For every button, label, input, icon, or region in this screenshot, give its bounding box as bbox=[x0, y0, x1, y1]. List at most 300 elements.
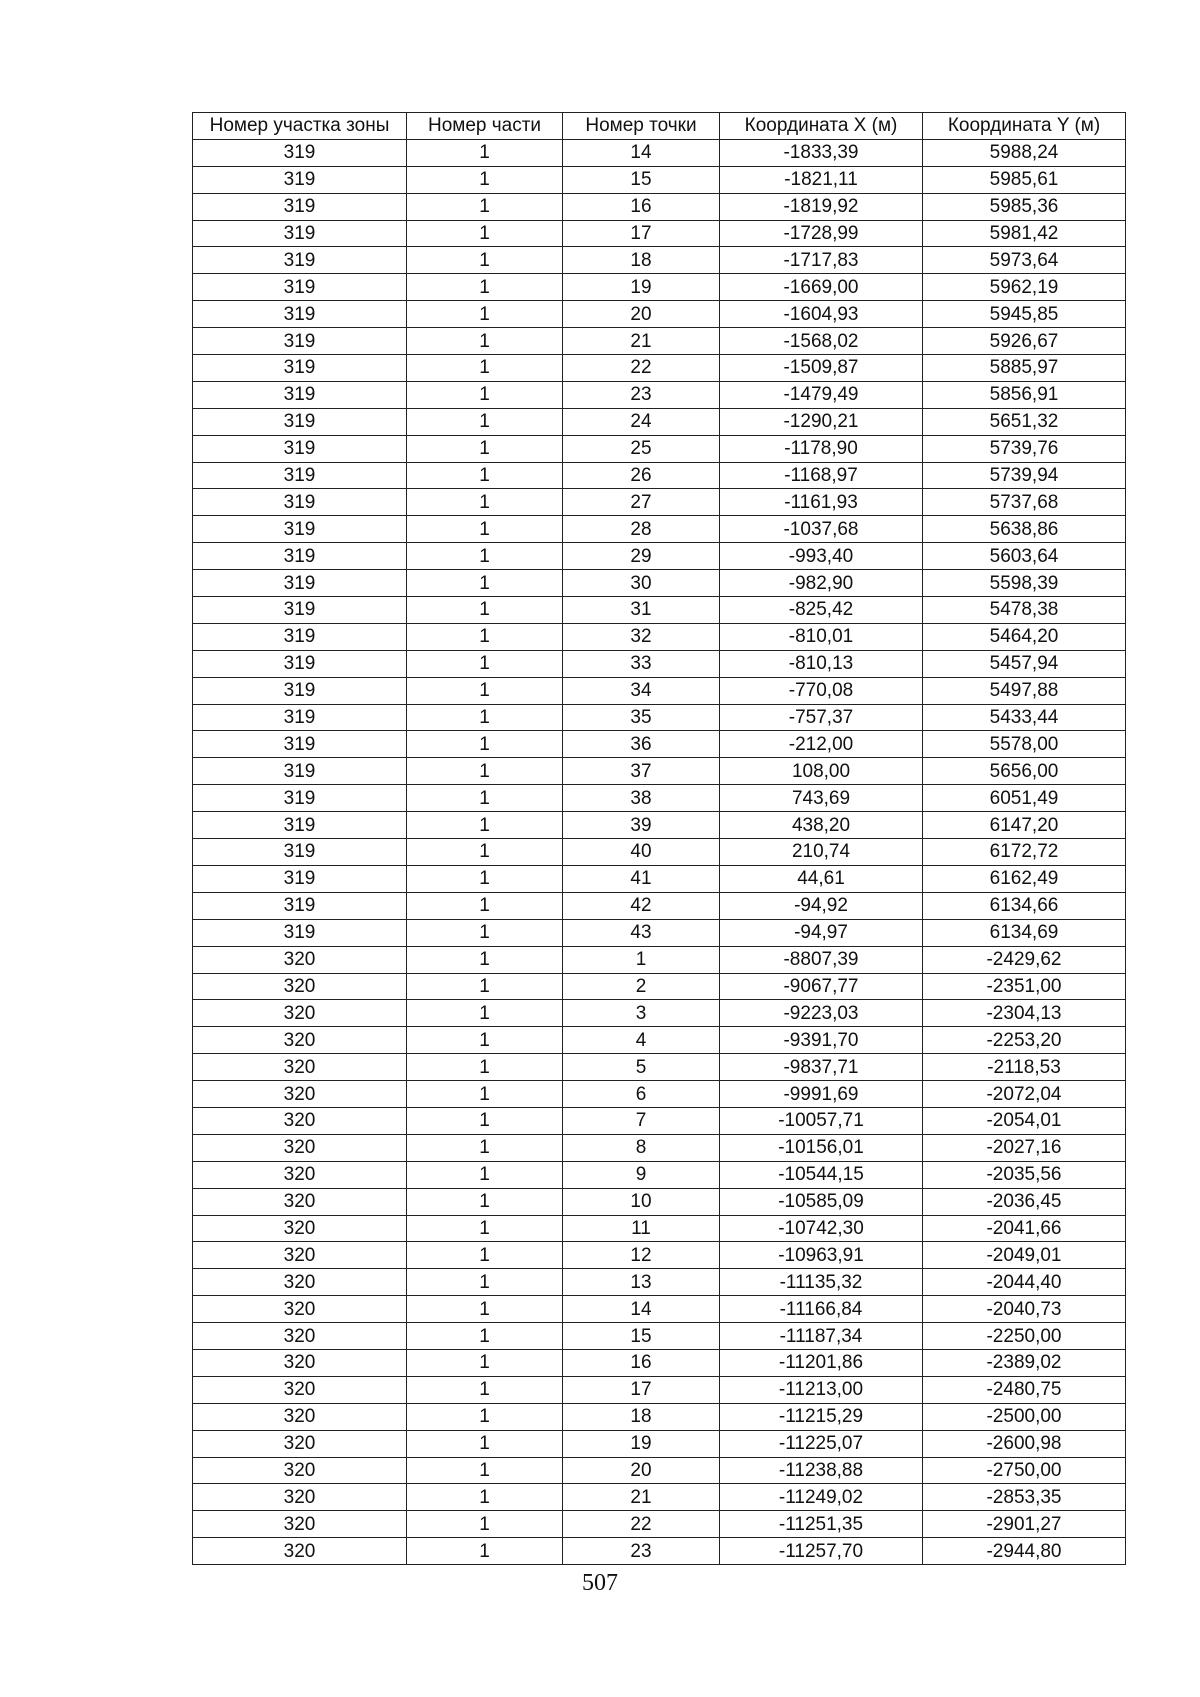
table-row bbox=[193, 865, 1126, 892]
cell-coord-x: -770,08 bbox=[720, 677, 923, 704]
table-row bbox=[193, 704, 1126, 731]
cell-coord-x: -10742,30 bbox=[720, 1215, 923, 1242]
cell-part-number: 1 bbox=[407, 812, 563, 839]
table-row bbox=[193, 543, 1126, 570]
header-zone-section: Номер участка зоны bbox=[193, 113, 407, 140]
cell-coord-y: 5464,20 bbox=[923, 623, 1126, 650]
cell-part-number: 1 bbox=[407, 408, 563, 435]
cell-point-number: 6 bbox=[563, 1081, 720, 1108]
cell-point-number: 25 bbox=[563, 435, 720, 462]
cell-zone-section: 319 bbox=[193, 462, 407, 489]
cell-coord-x: -9067,77 bbox=[720, 973, 923, 1000]
cell-coord-x: -9223,03 bbox=[720, 1000, 923, 1027]
cell-part-number: 1 bbox=[407, 543, 563, 570]
cell-point-number: 36 bbox=[563, 731, 720, 758]
cell-zone-section: 319 bbox=[193, 919, 407, 946]
table-row bbox=[193, 1296, 1126, 1323]
cell-coord-y: 5497,88 bbox=[923, 677, 1126, 704]
cell-part-number: 1 bbox=[407, 1403, 563, 1430]
cell-point-number: 24 bbox=[563, 408, 720, 435]
cell-coord-x: -8807,39 bbox=[720, 946, 923, 973]
cell-coord-x: -1037,68 bbox=[720, 516, 923, 543]
table-row bbox=[193, 650, 1126, 677]
cell-coord-x: -1509,87 bbox=[720, 355, 923, 382]
table-row bbox=[193, 381, 1126, 408]
page-number: 507 bbox=[582, 1570, 618, 1596]
cell-zone-section: 319 bbox=[193, 597, 407, 624]
table-row bbox=[193, 516, 1126, 543]
cell-coord-y: -2389,02 bbox=[923, 1349, 1126, 1376]
cell-point-number: 19 bbox=[563, 1430, 720, 1457]
cell-coord-y: -2944,80 bbox=[923, 1538, 1126, 1565]
cell-coord-y: 5985,61 bbox=[923, 166, 1126, 193]
cell-coord-x: 108,00 bbox=[720, 758, 923, 785]
cell-part-number: 1 bbox=[407, 1349, 563, 1376]
table-header bbox=[193, 113, 1126, 140]
cell-zone-section: 320 bbox=[193, 1349, 407, 1376]
cell-point-number: 19 bbox=[563, 274, 720, 301]
table-row bbox=[193, 623, 1126, 650]
cell-coord-y: 5433,44 bbox=[923, 704, 1126, 731]
cell-coord-x: -810,01 bbox=[720, 623, 923, 650]
cell-coord-y: 5945,85 bbox=[923, 301, 1126, 328]
cell-coord-y: -2351,00 bbox=[923, 973, 1126, 1000]
table-row bbox=[193, 1511, 1126, 1538]
cell-coord-x: 210,74 bbox=[720, 839, 923, 866]
cell-point-number: 33 bbox=[563, 650, 720, 677]
cell-zone-section: 319 bbox=[193, 704, 407, 731]
cell-zone-section: 320 bbox=[193, 1296, 407, 1323]
cell-point-number: 7 bbox=[563, 1107, 720, 1134]
cell-point-number: 15 bbox=[563, 166, 720, 193]
cell-part-number: 1 bbox=[407, 1511, 563, 1538]
cell-coord-y: 5651,32 bbox=[923, 408, 1126, 435]
cell-point-number: 42 bbox=[563, 892, 720, 919]
cell-part-number: 1 bbox=[407, 623, 563, 650]
table-row bbox=[193, 1269, 1126, 1296]
cell-zone-section: 319 bbox=[193, 435, 407, 462]
cell-point-number: 13 bbox=[563, 1269, 720, 1296]
table-row bbox=[193, 919, 1126, 946]
cell-coord-x: -9991,69 bbox=[720, 1081, 923, 1108]
cell-coord-x: -10057,71 bbox=[720, 1107, 923, 1134]
table-row bbox=[193, 892, 1126, 919]
cell-part-number: 1 bbox=[407, 274, 563, 301]
cell-zone-section: 320 bbox=[193, 1107, 407, 1134]
cell-zone-section: 320 bbox=[193, 1134, 407, 1161]
cell-part-number: 1 bbox=[407, 650, 563, 677]
cell-zone-section: 319 bbox=[193, 301, 407, 328]
cell-part-number: 1 bbox=[407, 516, 563, 543]
cell-coord-y: -2041,66 bbox=[923, 1215, 1126, 1242]
cell-part-number: 1 bbox=[407, 731, 563, 758]
cell-coord-y: 5981,42 bbox=[923, 220, 1126, 247]
cell-zone-section: 320 bbox=[193, 1027, 407, 1054]
cell-point-number: 28 bbox=[563, 516, 720, 543]
table-row bbox=[193, 274, 1126, 301]
cell-coord-x: -10544,15 bbox=[720, 1161, 923, 1188]
table-row bbox=[193, 408, 1126, 435]
cell-part-number: 1 bbox=[407, 570, 563, 597]
cell-part-number: 1 bbox=[407, 139, 563, 166]
table-row bbox=[193, 1161, 1126, 1188]
cell-coord-y: -2036,45 bbox=[923, 1188, 1126, 1215]
cell-part-number: 1 bbox=[407, 1188, 563, 1215]
cell-coord-y: 5457,94 bbox=[923, 650, 1126, 677]
table-row bbox=[193, 139, 1126, 166]
table-row bbox=[193, 1027, 1126, 1054]
cell-point-number: 38 bbox=[563, 785, 720, 812]
table-row bbox=[193, 570, 1126, 597]
cell-part-number: 1 bbox=[407, 946, 563, 973]
cell-point-number: 32 bbox=[563, 623, 720, 650]
cell-coord-y: -2040,73 bbox=[923, 1296, 1126, 1323]
header-part-number: Номер части bbox=[407, 113, 563, 140]
cell-zone-section: 319 bbox=[193, 139, 407, 166]
cell-zone-section: 319 bbox=[193, 758, 407, 785]
cell-coord-x: -810,13 bbox=[720, 650, 923, 677]
cell-coord-x: -993,40 bbox=[720, 543, 923, 570]
cell-coord-y: -2118,53 bbox=[923, 1054, 1126, 1081]
cell-point-number: 2 bbox=[563, 973, 720, 1000]
cell-coord-y: -2054,01 bbox=[923, 1107, 1126, 1134]
table-row bbox=[193, 839, 1126, 866]
cell-zone-section: 319 bbox=[193, 785, 407, 812]
cell-point-number: 11 bbox=[563, 1215, 720, 1242]
cell-coord-y: 5578,00 bbox=[923, 731, 1126, 758]
cell-part-number: 1 bbox=[407, 328, 563, 355]
cell-zone-section: 319 bbox=[193, 865, 407, 892]
table-row bbox=[193, 1349, 1126, 1376]
cell-zone-section: 319 bbox=[193, 193, 407, 220]
cell-part-number: 1 bbox=[407, 597, 563, 624]
cell-coord-y: 5988,24 bbox=[923, 139, 1126, 166]
cell-part-number: 1 bbox=[407, 1215, 563, 1242]
cell-point-number: 18 bbox=[563, 1403, 720, 1430]
cell-zone-section: 319 bbox=[193, 677, 407, 704]
cell-coord-x: -1479,49 bbox=[720, 381, 923, 408]
cell-point-number: 41 bbox=[563, 865, 720, 892]
header-coord-x: Координата X (м) bbox=[720, 113, 923, 140]
cell-coord-x: -1168,97 bbox=[720, 462, 923, 489]
cell-zone-section: 319 bbox=[193, 892, 407, 919]
cell-part-number: 1 bbox=[407, 1538, 563, 1565]
cell-coord-y: 5478,38 bbox=[923, 597, 1126, 624]
cell-coord-x: -11257,70 bbox=[720, 1538, 923, 1565]
cell-coord-x: -11135,32 bbox=[720, 1269, 923, 1296]
cell-zone-section: 319 bbox=[193, 274, 407, 301]
cell-zone-section: 320 bbox=[193, 1323, 407, 1350]
cell-coord-y: 5598,39 bbox=[923, 570, 1126, 597]
cell-coord-y: -2853,35 bbox=[923, 1484, 1126, 1511]
table-row bbox=[193, 1242, 1126, 1269]
table-row bbox=[193, 1403, 1126, 1430]
cell-coord-x: -757,37 bbox=[720, 704, 923, 731]
cell-point-number: 40 bbox=[563, 839, 720, 866]
cell-coord-y: 5973,64 bbox=[923, 247, 1126, 274]
cell-coord-x: -11215,29 bbox=[720, 1403, 923, 1430]
cell-zone-section: 319 bbox=[193, 166, 407, 193]
cell-point-number: 14 bbox=[563, 139, 720, 166]
cell-point-number: 4 bbox=[563, 1027, 720, 1054]
cell-part-number: 1 bbox=[407, 677, 563, 704]
cell-coord-x: -11187,34 bbox=[720, 1323, 923, 1350]
cell-coord-x: -1161,93 bbox=[720, 489, 923, 516]
cell-zone-section: 319 bbox=[193, 570, 407, 597]
cell-coord-x: -9837,71 bbox=[720, 1054, 923, 1081]
table-row bbox=[193, 1134, 1126, 1161]
table-row bbox=[193, 758, 1126, 785]
cell-coord-x: -1178,90 bbox=[720, 435, 923, 462]
cell-zone-section: 320 bbox=[193, 973, 407, 1000]
cell-zone-section: 319 bbox=[193, 650, 407, 677]
cell-coord-y: 5885,97 bbox=[923, 355, 1126, 382]
cell-coord-y: 5737,68 bbox=[923, 489, 1126, 516]
cell-point-number: 20 bbox=[563, 301, 720, 328]
table-row bbox=[193, 1081, 1126, 1108]
cell-zone-section: 320 bbox=[193, 1376, 407, 1403]
table-row bbox=[193, 220, 1126, 247]
table-row bbox=[193, 1107, 1126, 1134]
table-row bbox=[193, 1054, 1126, 1081]
cell-point-number: 22 bbox=[563, 355, 720, 382]
cell-coord-x: -94,92 bbox=[720, 892, 923, 919]
table-row bbox=[193, 946, 1126, 973]
coordinates-table bbox=[192, 112, 1126, 1565]
cell-coord-y: 5926,67 bbox=[923, 328, 1126, 355]
cell-zone-section: 319 bbox=[193, 516, 407, 543]
cell-zone-section: 319 bbox=[193, 247, 407, 274]
cell-coord-x: -94,97 bbox=[720, 919, 923, 946]
header-coord-y: Координата Y (м) bbox=[923, 113, 1126, 140]
cell-zone-section: 320 bbox=[193, 1242, 407, 1269]
cell-zone-section: 320 bbox=[193, 1081, 407, 1108]
cell-zone-section: 319 bbox=[193, 220, 407, 247]
cell-zone-section: 319 bbox=[193, 355, 407, 382]
table-row bbox=[193, 1323, 1126, 1350]
cell-coord-y: -2072,04 bbox=[923, 1081, 1126, 1108]
cell-zone-section: 320 bbox=[193, 1215, 407, 1242]
cell-coord-x: -11251,35 bbox=[720, 1511, 923, 1538]
cell-point-number: 23 bbox=[563, 1538, 720, 1565]
cell-coord-y: -2250,00 bbox=[923, 1323, 1126, 1350]
table-row bbox=[193, 355, 1126, 382]
cell-coord-x: -1821,11 bbox=[720, 166, 923, 193]
cell-coord-y: -2600,98 bbox=[923, 1430, 1126, 1457]
cell-coord-x: -11249,02 bbox=[720, 1484, 923, 1511]
cell-point-number: 35 bbox=[563, 704, 720, 731]
table-row bbox=[193, 489, 1126, 516]
cell-coord-x: 743,69 bbox=[720, 785, 923, 812]
cell-coord-y: 5603,64 bbox=[923, 543, 1126, 570]
table-row bbox=[193, 462, 1126, 489]
table-body bbox=[193, 139, 1126, 1564]
cell-zone-section: 319 bbox=[193, 381, 407, 408]
cell-part-number: 1 bbox=[407, 301, 563, 328]
cell-coord-x: -212,00 bbox=[720, 731, 923, 758]
cell-coord-y: -2429,62 bbox=[923, 946, 1126, 973]
cell-part-number: 1 bbox=[407, 919, 563, 946]
cell-point-number: 23 bbox=[563, 381, 720, 408]
cell-coord-y: 5962,19 bbox=[923, 274, 1126, 301]
table-row bbox=[193, 247, 1126, 274]
cell-point-number: 43 bbox=[563, 919, 720, 946]
header-row bbox=[193, 113, 1126, 140]
cell-coord-x: -1833,39 bbox=[720, 139, 923, 166]
cell-coord-x: -1669,00 bbox=[720, 274, 923, 301]
cell-zone-section: 319 bbox=[193, 489, 407, 516]
cell-coord-x: -9391,70 bbox=[720, 1027, 923, 1054]
cell-point-number: 27 bbox=[563, 489, 720, 516]
cell-zone-section: 320 bbox=[193, 1188, 407, 1215]
cell-point-number: 37 bbox=[563, 758, 720, 785]
cell-point-number: 9 bbox=[563, 1161, 720, 1188]
cell-part-number: 1 bbox=[407, 435, 563, 462]
table-row bbox=[193, 973, 1126, 1000]
cell-part-number: 1 bbox=[407, 1134, 563, 1161]
table-row bbox=[193, 1215, 1126, 1242]
cell-zone-section: 319 bbox=[193, 839, 407, 866]
table-row bbox=[193, 193, 1126, 220]
cell-coord-y: 5739,94 bbox=[923, 462, 1126, 489]
cell-point-number: 14 bbox=[563, 1296, 720, 1323]
cell-part-number: 1 bbox=[407, 247, 563, 274]
cell-coord-x: -1568,02 bbox=[720, 328, 923, 355]
cell-coord-y: -2901,27 bbox=[923, 1511, 1126, 1538]
cell-part-number: 1 bbox=[407, 758, 563, 785]
cell-zone-section: 320 bbox=[193, 1511, 407, 1538]
table-row bbox=[193, 1538, 1126, 1565]
cell-coord-x: -10585,09 bbox=[720, 1188, 923, 1215]
cell-zone-section: 320 bbox=[193, 1403, 407, 1430]
cell-part-number: 1 bbox=[407, 1269, 563, 1296]
cell-zone-section: 320 bbox=[193, 946, 407, 973]
cell-zone-section: 320 bbox=[193, 1269, 407, 1296]
cell-part-number: 1 bbox=[407, 193, 563, 220]
cell-part-number: 1 bbox=[407, 220, 563, 247]
cell-coord-y: 5985,36 bbox=[923, 193, 1126, 220]
cell-zone-section: 320 bbox=[193, 1161, 407, 1188]
cell-part-number: 1 bbox=[407, 1054, 563, 1081]
cell-coord-y: -2027,16 bbox=[923, 1134, 1126, 1161]
cell-coord-y: 6134,69 bbox=[923, 919, 1126, 946]
cell-coord-y: 6147,20 bbox=[923, 812, 1126, 839]
cell-point-number: 10 bbox=[563, 1188, 720, 1215]
cell-part-number: 1 bbox=[407, 1484, 563, 1511]
cell-point-number: 3 bbox=[563, 1000, 720, 1027]
cell-coord-x: -11201,86 bbox=[720, 1349, 923, 1376]
header-point-number: Номер точки bbox=[563, 113, 720, 140]
cell-zone-section: 320 bbox=[193, 1457, 407, 1484]
cell-point-number: 29 bbox=[563, 543, 720, 570]
table-row bbox=[193, 166, 1126, 193]
cell-zone-section: 319 bbox=[193, 812, 407, 839]
cell-part-number: 1 bbox=[407, 1242, 563, 1269]
cell-coord-y: -2750,00 bbox=[923, 1457, 1126, 1484]
cell-coord-y: -2035,56 bbox=[923, 1161, 1126, 1188]
table-row bbox=[193, 785, 1126, 812]
cell-point-number: 34 bbox=[563, 677, 720, 704]
cell-coord-y: -2500,00 bbox=[923, 1403, 1126, 1430]
cell-part-number: 1 bbox=[407, 892, 563, 919]
cell-zone-section: 320 bbox=[193, 1538, 407, 1565]
cell-point-number: 1 bbox=[563, 946, 720, 973]
cell-coord-x: -11213,00 bbox=[720, 1376, 923, 1403]
cell-coord-x: -10156,01 bbox=[720, 1134, 923, 1161]
cell-zone-section: 319 bbox=[193, 623, 407, 650]
cell-zone-section: 319 bbox=[193, 328, 407, 355]
cell-coord-y: 5638,86 bbox=[923, 516, 1126, 543]
cell-point-number: 12 bbox=[563, 1242, 720, 1269]
cell-point-number: 17 bbox=[563, 220, 720, 247]
cell-coord-y: 5739,76 bbox=[923, 435, 1126, 462]
cell-point-number: 31 bbox=[563, 597, 720, 624]
cell-part-number: 1 bbox=[407, 1161, 563, 1188]
cell-point-number: 39 bbox=[563, 812, 720, 839]
cell-part-number: 1 bbox=[407, 1376, 563, 1403]
cell-point-number: 18 bbox=[563, 247, 720, 274]
table-row bbox=[193, 301, 1126, 328]
cell-part-number: 1 bbox=[407, 1000, 563, 1027]
cell-point-number: 26 bbox=[563, 462, 720, 489]
cell-point-number: 21 bbox=[563, 1484, 720, 1511]
cell-coord-y: 6172,72 bbox=[923, 839, 1126, 866]
cell-point-number: 22 bbox=[563, 1511, 720, 1538]
cell-part-number: 1 bbox=[407, 1323, 563, 1350]
cell-point-number: 17 bbox=[563, 1376, 720, 1403]
cell-point-number: 20 bbox=[563, 1457, 720, 1484]
cell-part-number: 1 bbox=[407, 1296, 563, 1323]
table-row bbox=[193, 1430, 1126, 1457]
cell-part-number: 1 bbox=[407, 973, 563, 1000]
cell-part-number: 1 bbox=[407, 1430, 563, 1457]
cell-zone-section: 319 bbox=[193, 731, 407, 758]
cell-point-number: 15 bbox=[563, 1323, 720, 1350]
table-row bbox=[193, 1000, 1126, 1027]
table-row bbox=[193, 1484, 1126, 1511]
cell-zone-section: 319 bbox=[193, 543, 407, 570]
cell-point-number: 16 bbox=[563, 193, 720, 220]
cell-part-number: 1 bbox=[407, 865, 563, 892]
cell-coord-x: -825,42 bbox=[720, 597, 923, 624]
cell-zone-section: 320 bbox=[193, 1054, 407, 1081]
cell-coord-x: -1604,93 bbox=[720, 301, 923, 328]
cell-point-number: 21 bbox=[563, 328, 720, 355]
table-row bbox=[193, 1457, 1126, 1484]
cell-coord-y: 6134,66 bbox=[923, 892, 1126, 919]
cell-coord-x: 438,20 bbox=[720, 812, 923, 839]
cell-part-number: 1 bbox=[407, 785, 563, 812]
cell-part-number: 1 bbox=[407, 381, 563, 408]
cell-zone-section: 320 bbox=[193, 1484, 407, 1511]
cell-coord-x: -1290,21 bbox=[720, 408, 923, 435]
cell-point-number: 16 bbox=[563, 1349, 720, 1376]
table-row bbox=[193, 812, 1126, 839]
table-row bbox=[193, 731, 1126, 758]
cell-part-number: 1 bbox=[407, 1027, 563, 1054]
table-row bbox=[193, 328, 1126, 355]
cell-coord-y: -2044,40 bbox=[923, 1269, 1126, 1296]
cell-coord-y: 5856,91 bbox=[923, 381, 1126, 408]
cell-part-number: 1 bbox=[407, 166, 563, 193]
table-row bbox=[193, 677, 1126, 704]
cell-part-number: 1 bbox=[407, 839, 563, 866]
cell-coord-x: -11225,07 bbox=[720, 1430, 923, 1457]
table-row bbox=[193, 435, 1126, 462]
cell-point-number: 5 bbox=[563, 1054, 720, 1081]
table-row bbox=[193, 1188, 1126, 1215]
cell-zone-section: 319 bbox=[193, 408, 407, 435]
